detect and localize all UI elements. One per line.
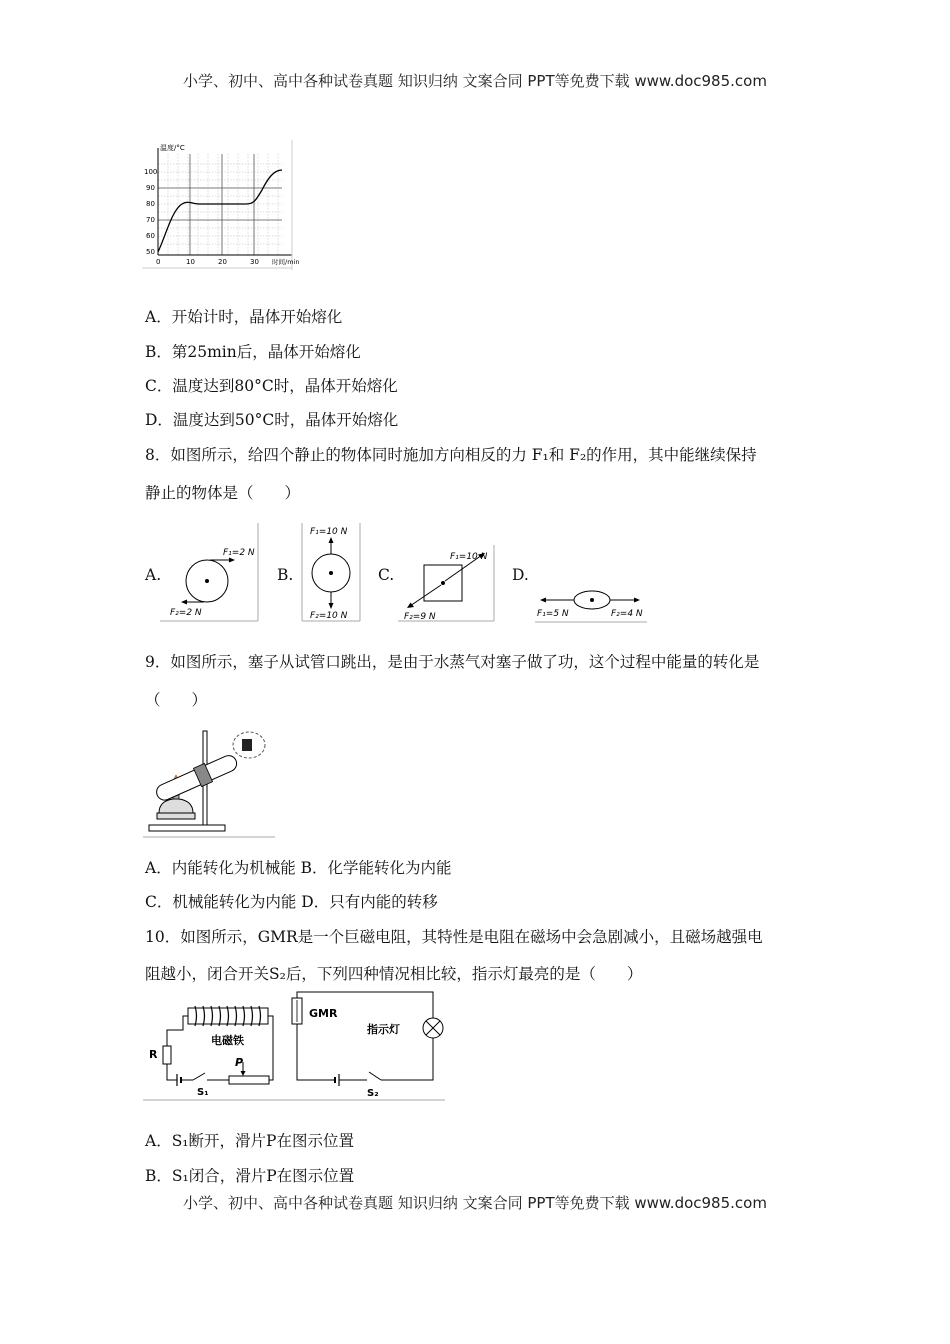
q9-options-line2: C．机械能转化为内能 D．只有内能的转移 [145, 893, 438, 911]
q8-figure-a [160, 523, 260, 623]
label-gmr: GMR [309, 1007, 338, 1020]
figB-f2: F₂=10 N [310, 611, 348, 621]
ytick-60: 60 [146, 232, 155, 240]
figC-f1: F₁=10 N [450, 552, 488, 562]
label-magnet: 电磁铁 [211, 1034, 244, 1047]
q9-stem-line2: （ ） [145, 691, 208, 709]
graph-xlabel: 时间/min [272, 258, 300, 266]
temperature-time-graph [142, 140, 310, 270]
figC-f2: F₂=9 N [404, 612, 436, 622]
q8-label-d: D. [512, 566, 529, 584]
ytick-100: 100 [144, 168, 158, 176]
q8-figure-d [535, 580, 650, 624]
q8-label-c: C. [378, 566, 395, 584]
q8-label-b: B. [277, 566, 294, 584]
q8-figure-b [300, 523, 362, 623]
label-r: R [149, 1048, 158, 1061]
q10-option-b: B．S₁闭合，滑片P在图示位置 [145, 1167, 355, 1185]
q7-option-a: A．开始计时，晶体开始熔化 [145, 308, 343, 326]
q8-figure-c [398, 545, 498, 623]
page-footer: 小学、初中、高中各种试卷真题 知识归纳 文案合同 PPT等免费下载 www.doc985.com [183, 1194, 767, 1212]
figA-f1: F₁=2 N [223, 548, 255, 558]
label-s2: S₂ [367, 1088, 379, 1099]
label-lamp: 指示灯 [367, 1023, 400, 1036]
xtick-30: 30 [250, 258, 259, 266]
q7-option-d: D．温度达到50°C时，晶体开始熔化 [145, 411, 399, 429]
figB-f1: F₁=10 N [310, 527, 348, 537]
ytick-70: 70 [146, 216, 155, 224]
xtick-0: 0 [156, 258, 161, 266]
q8-stem-line1: 8．如图所示，给四个静止的物体同时施加方向相反的力 F₁和 F₂的作用，其中能继续保持 [145, 446, 757, 464]
page-header: 小学、初中、高中各种试卷真题 知识归纳 文案合同 PPT等免费下载 www.doc985.com [183, 72, 767, 90]
label-p: P [235, 1056, 244, 1069]
xtick-10: 10 [186, 258, 195, 266]
q8-label-a: A. [145, 566, 162, 584]
ytick-50: 50 [146, 248, 155, 256]
q7-option-b: B．第25min后，晶体开始熔化 [145, 343, 361, 361]
q9-options-line1: A．内能转化为机械能 B．化学能转化为内能 [145, 859, 452, 877]
xtick-20: 20 [218, 258, 227, 266]
graph-ylabel: 温度/°C [160, 144, 185, 152]
q7-option-c: C．温度达到80°C时，晶体开始熔化 [145, 377, 398, 395]
q8-stem-line2: 静止的物体是（ ） [145, 484, 301, 502]
ytick-90: 90 [146, 184, 155, 192]
q10-option-a: A．S₁断开，滑片P在图示位置 [145, 1132, 354, 1150]
q10-stem-line2: 阻越小，闭合开关S₂后，下列四种情况相比较，指示灯最亮的是（ ） [145, 965, 643, 983]
label-s1: S₁ [197, 1087, 209, 1098]
q10-stem-line1: 10．如图所示，GMR是一个巨磁电阻，其特性是电阻在磁场中会急剧减小，且磁场越强电 [145, 928, 763, 946]
figD-f2: F₂=4 N [611, 609, 643, 619]
gmr-circuit-figure [143, 990, 448, 1102]
figA-f2: F₂=2 N [170, 608, 202, 618]
q9-stem-line1: 9．如图所示，塞子从试管口跳出，是由于水蒸气对塞子做了功，这个过程中能量的转化是 [145, 653, 760, 671]
ytick-80: 80 [146, 200, 155, 208]
figD-f1: F₁=5 N [537, 609, 569, 619]
test-tube-figure [143, 725, 278, 839]
